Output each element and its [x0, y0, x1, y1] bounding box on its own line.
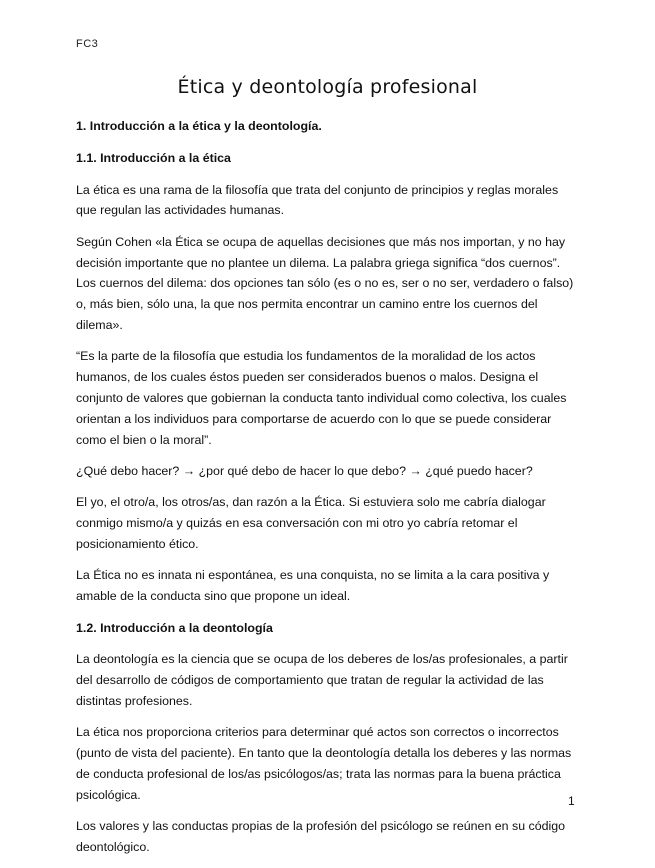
paragraph: ¿Qué debo hacer? → ¿por qué debo de hacer lo que debo? → ¿qué puedo hacer?	[76, 463, 533, 478]
paragraph: La deontología es la ciencia que se ocupa de los deberes de los/as profesionales, a partir del desarrollo de códigos de comportamiento que tratan de regular la actividad de las distintas profesiones.	[76, 652, 568, 708]
section-heading-1-1: 1.1. Introducción a la ética	[76, 150, 231, 165]
paragraph: La Ética no es innata ni espontánea, es una conquista, no se limita a la cara positiva y amable de la conducta sino que propone un ideal.	[76, 568, 550, 604]
paragraph: La ética nos proporciona criterios para determinar qué actos son correctos o incorrectos (punto de vista del paciente). En tanto que la deontología detalla los deberes y las normas de conducta profesional de los/as psicólogos/as; trata las normas para la buena práctica psicológica.	[76, 725, 572, 802]
section-heading-1-2: 1.2. Introducción a la deontología	[76, 620, 273, 635]
paragraph: Según Cohen «la Ética se ocupa de aquellas decisiones que más nos importan, y no hay decisión importante que no plantee un dilema. La palabra griega significa “dos cuernos”. Los cuernos del dilema: dos opciones tan sólo (es o no es, ser o no ser, verdadero o falso) o, más bien, sólo una, la que nos permita encontrar un camino entre los cuernos del dilema».	[76, 234, 574, 332]
paragraph: Los valores y las conductas propias de la profesión del psicólogo se reúnen en su código deontológico.	[76, 819, 566, 854]
section-heading-1: 1. Introducción a la ética y la deontología.	[76, 119, 322, 133]
paragraph: La ética es una rama de la filosofía que trata del conjunto de principios y reglas morales que regulan las actividades humanas.	[76, 182, 559, 218]
page-number: 1	[568, 794, 575, 808]
document-title: Ética y deontología profesional	[177, 76, 478, 98]
document-body	[76, 116, 581, 868]
paragraph: “Es la parte de la filosofía que estudia los fundamentos de la moralidad de los actos humanos, de los cuales éstos pueden ser considerados buenos o malos. Designa el conjunto de valores que gobiernan la conducta tanto individual como colectiva, los cuales orientan a los individuos para comportarse de acuerdo con lo que se puede considerar como el bien o la moral”.	[76, 349, 567, 447]
paragraph: El yo, el otro/a, los otros/as, dan razón a la Ética. Si estuviera solo me cabría dialogar conmigo mismo/a y quizás en esa conversación con mi otro yo cabría retomar el posicionamiento ético.	[76, 495, 546, 551]
header-tag: FC3	[76, 38, 99, 50]
